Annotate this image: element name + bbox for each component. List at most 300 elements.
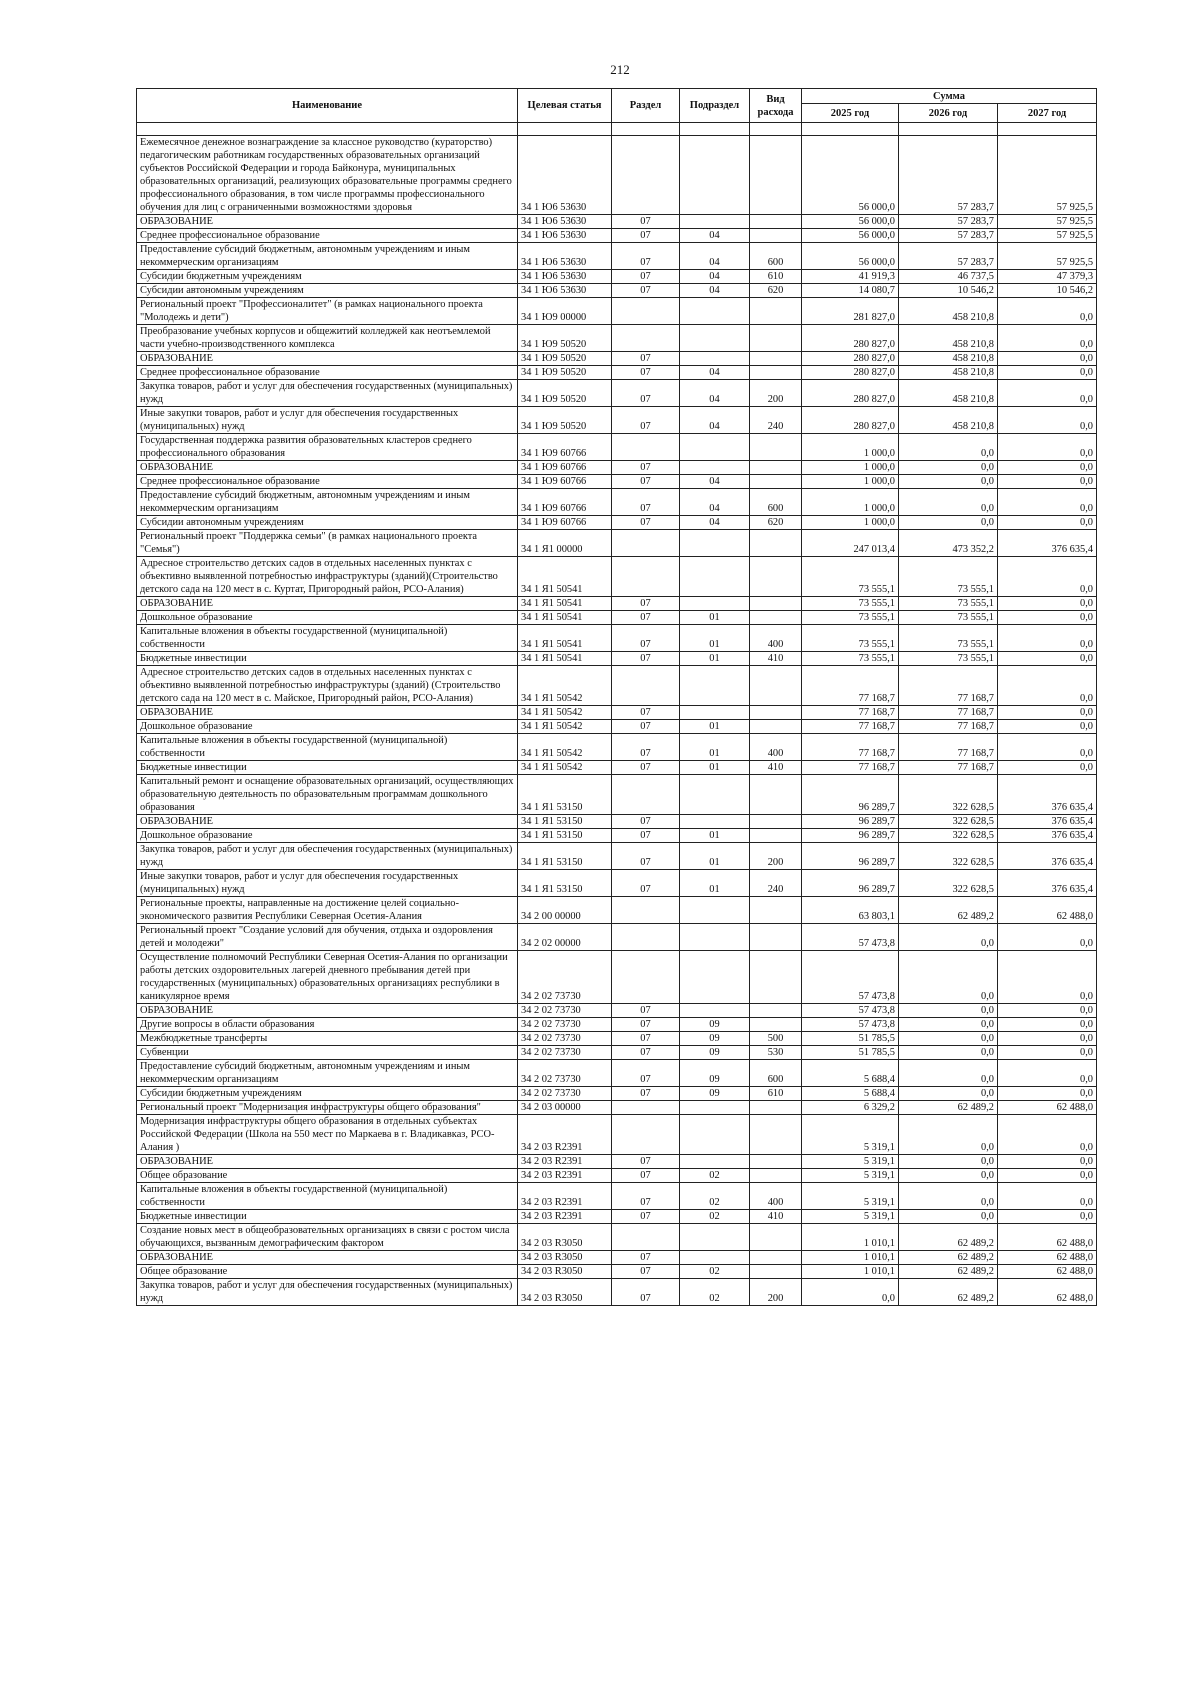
row-section: 07 (612, 597, 680, 611)
row-expense-type: 610 (750, 1087, 802, 1101)
row-target-article: 34 1 Ю9 60766 (518, 489, 612, 516)
row-subsection: 04 (680, 489, 750, 516)
row-section (612, 325, 680, 352)
row-expense-type: 410 (750, 1210, 802, 1224)
row-target-article: 34 2 03 R2391 (518, 1169, 612, 1183)
page-number: 212 (610, 62, 630, 77)
row-amount-2025: 1 010,1 (802, 1251, 899, 1265)
table-row (137, 1087, 1097, 1101)
row-name: ОБРАЗОВАНИЕ (137, 461, 518, 475)
row-name: Государственная поддержка развития образовательных кластеров среднего профессионального образования (137, 434, 518, 461)
row-amount-2027: 0,0 (998, 1004, 1097, 1018)
row-amount-2026: 0,0 (899, 1060, 998, 1087)
table-row (137, 897, 1097, 924)
row-amount-2025: 41 919,3 (802, 270, 899, 284)
row-amount-2027: 0,0 (998, 1115, 1097, 1155)
row-amount-2027: 47 379,3 (998, 270, 1097, 284)
row-expense-type (750, 720, 802, 734)
row-expense-type: 200 (750, 843, 802, 870)
row-name: Адресное строительство детских садов в отдельных населенных пунктах с объективно выявленной потребностью инфраструктуры (зданий) (Строительство детского сада на 120 мест в с. Майское, Пригородный район, РСО-Алания) (137, 666, 518, 706)
row-target-article: 34 1 Я1 53150 (518, 870, 612, 897)
row-expense-type: 600 (750, 243, 802, 270)
row-subsection: 04 (680, 366, 750, 380)
row-amount-2026: 57 283,7 (899, 229, 998, 243)
row-amount-2026: 0,0 (899, 1032, 998, 1046)
row-amount-2027: 0,0 (998, 352, 1097, 366)
row-target-article: 34 2 02 73730 (518, 1032, 612, 1046)
row-target-article: 34 2 03 R2391 (518, 1183, 612, 1210)
row-subsection: 02 (680, 1169, 750, 1183)
row-amount-2027: 376 635,4 (998, 530, 1097, 557)
row-target-article: 34 2 02 73730 (518, 951, 612, 1004)
row-section: 07 (612, 1251, 680, 1265)
row-amount-2027: 0,0 (998, 475, 1097, 489)
row-amount-2026: 62 489,2 (899, 1265, 998, 1279)
row-subsection: 01 (680, 611, 750, 625)
row-section: 07 (612, 1155, 680, 1169)
table-row (137, 706, 1097, 720)
row-target-article: 34 2 03 R2391 (518, 1115, 612, 1155)
row-amount-2027: 0,0 (998, 434, 1097, 461)
row-section: 07 (612, 734, 680, 761)
row-target-article: 34 1 Ю9 50520 (518, 352, 612, 366)
row-amount-2025: 5 319,1 (802, 1169, 899, 1183)
row-subsection (680, 530, 750, 557)
row-amount-2025: 73 555,1 (802, 597, 899, 611)
row-expense-type: 500 (750, 1032, 802, 1046)
row-amount-2027: 0,0 (998, 597, 1097, 611)
row-expense-type: 600 (750, 1060, 802, 1087)
row-name: ОБРАЗОВАНИЕ (137, 1155, 518, 1169)
row-name: Предоставление субсидий бюджетным, автономным учреждениям и иным некоммерческим организациям (137, 489, 518, 516)
row-subsection: 01 (680, 870, 750, 897)
row-name: Субсидии автономным учреждениям (137, 284, 518, 298)
header-year-2027: 2027 год (998, 104, 1097, 123)
row-section (612, 1115, 680, 1155)
row-section (612, 924, 680, 951)
row-amount-2026: 322 628,5 (899, 829, 998, 843)
table-row (137, 489, 1097, 516)
row-name: Субсидии бюджетным учреждениям (137, 270, 518, 284)
row-name: Общее образование (137, 1169, 518, 1183)
row-name: Капитальные вложения в объекты государственной (муниципальной) собственности (137, 734, 518, 761)
row-amount-2026: 0,0 (899, 951, 998, 1004)
row-amount-2027: 0,0 (998, 407, 1097, 434)
row-target-article: 34 1 Я1 50541 (518, 625, 612, 652)
row-expense-type: 600 (750, 489, 802, 516)
row-amount-2027: 0,0 (998, 734, 1097, 761)
table-row (137, 298, 1097, 325)
table-row (137, 380, 1097, 407)
row-section: 07 (612, 1004, 680, 1018)
row-section (612, 434, 680, 461)
row-amount-2027: 0,0 (998, 666, 1097, 706)
row-amount-2026: 0,0 (899, 1155, 998, 1169)
row-section: 07 (612, 761, 680, 775)
row-amount-2027: 57 925,5 (998, 215, 1097, 229)
row-amount-2027: 0,0 (998, 706, 1097, 720)
row-expense-type: 200 (750, 1279, 802, 1306)
row-amount-2025: 77 168,7 (802, 734, 899, 761)
row-expense-type (750, 706, 802, 720)
row-amount-2026: 62 489,2 (899, 1224, 998, 1251)
row-amount-2025: 96 289,7 (802, 870, 899, 897)
row-amount-2027: 376 635,4 (998, 775, 1097, 815)
row-amount-2026: 458 210,8 (899, 298, 998, 325)
row-subsection (680, 434, 750, 461)
row-section: 07 (612, 489, 680, 516)
table-row (137, 843, 1097, 870)
row-amount-2026: 57 283,7 (899, 243, 998, 270)
row-amount-2026: 62 489,2 (899, 1101, 998, 1115)
row-subsection: 01 (680, 720, 750, 734)
row-amount-2025: 5 319,1 (802, 1183, 899, 1210)
row-target-article: 34 1 Ю6 53630 (518, 136, 612, 215)
table-row (137, 1265, 1097, 1279)
row-amount-2027: 0,0 (998, 1183, 1097, 1210)
row-expense-type (750, 815, 802, 829)
row-subsection: 01 (680, 734, 750, 761)
row-amount-2027: 0,0 (998, 1018, 1097, 1032)
row-amount-2025: 280 827,0 (802, 380, 899, 407)
row-expense-type (750, 229, 802, 243)
row-amount-2027: 62 488,0 (998, 1279, 1097, 1306)
row-expense-type: 240 (750, 407, 802, 434)
row-subsection (680, 1115, 750, 1155)
row-target-article: 34 1 Я1 50541 (518, 557, 612, 597)
row-amount-2026: 0,0 (899, 924, 998, 951)
row-expense-type (750, 1115, 802, 1155)
row-amount-2027: 62 488,0 (998, 1101, 1097, 1115)
row-subsection: 02 (680, 1279, 750, 1306)
row-amount-2026: 77 168,7 (899, 734, 998, 761)
row-subsection (680, 706, 750, 720)
row-target-article: 34 1 Ю6 53630 (518, 284, 612, 298)
row-subsection (680, 1224, 750, 1251)
table-row (137, 530, 1097, 557)
row-target-article: 34 1 Я1 53150 (518, 829, 612, 843)
row-amount-2025: 56 000,0 (802, 136, 899, 215)
header-target-article: Целевая статья (518, 89, 612, 123)
row-amount-2025: 280 827,0 (802, 407, 899, 434)
row-amount-2026: 73 555,1 (899, 611, 998, 625)
row-amount-2026: 77 168,7 (899, 720, 998, 734)
row-name: Региональный проект "Поддержка семьи" (в рамках национального проекта "Семья") (137, 530, 518, 557)
row-name: Субвенции (137, 1046, 518, 1060)
row-name: ОБРАЗОВАНИЕ (137, 1004, 518, 1018)
row-expense-type (750, 1265, 802, 1279)
header-amount: Сумма (802, 89, 1097, 104)
table-row (137, 652, 1097, 666)
row-section: 07 (612, 870, 680, 897)
header-section: Раздел (612, 89, 680, 123)
row-target-article: 34 2 02 73730 (518, 1018, 612, 1032)
row-amount-2027: 57 925,5 (998, 243, 1097, 270)
row-target-article: 34 2 02 73730 (518, 1060, 612, 1087)
table-row (137, 557, 1097, 597)
row-amount-2025: 1 010,1 (802, 1224, 899, 1251)
row-subsection: 02 (680, 1183, 750, 1210)
row-section (612, 298, 680, 325)
row-target-article: 34 2 02 73730 (518, 1004, 612, 1018)
row-name: Общее образование (137, 1265, 518, 1279)
row-amount-2025: 96 289,7 (802, 775, 899, 815)
row-section (612, 666, 680, 706)
row-amount-2025: 73 555,1 (802, 625, 899, 652)
row-amount-2026: 62 489,2 (899, 897, 998, 924)
header-year-2026: 2026 год (899, 104, 998, 123)
row-target-article: 34 2 03 R3050 (518, 1224, 612, 1251)
row-name: Предоставление субсидий бюджетным, автономным учреждениям и иным некоммерческим организациям (137, 243, 518, 270)
row-target-article: 34 1 Я1 53150 (518, 815, 612, 829)
row-amount-2026: 322 628,5 (899, 775, 998, 815)
row-amount-2027: 0,0 (998, 625, 1097, 652)
row-target-article: 34 1 Я1 50542 (518, 761, 612, 775)
row-subsection: 04 (680, 516, 750, 530)
row-subsection (680, 815, 750, 829)
row-target-article: 34 1 Ю6 53630 (518, 215, 612, 229)
row-amount-2025: 1 000,0 (802, 516, 899, 530)
row-target-article: 34 1 Ю9 50520 (518, 325, 612, 352)
row-expense-type (750, 1018, 802, 1032)
row-section: 07 (612, 815, 680, 829)
row-target-article: 34 1 Ю9 50520 (518, 407, 612, 434)
row-name: Предоставление субсидий бюджетным, автономным учреждениям и иным некоммерческим организациям (137, 1060, 518, 1087)
table-row (137, 611, 1097, 625)
row-amount-2027: 0,0 (998, 720, 1097, 734)
row-amount-2025: 96 289,7 (802, 815, 899, 829)
row-amount-2025: 96 289,7 (802, 843, 899, 870)
table-row (137, 1169, 1097, 1183)
row-expense-type (750, 829, 802, 843)
row-amount-2027: 0,0 (998, 1210, 1097, 1224)
row-target-article: 34 2 02 73730 (518, 1046, 612, 1060)
row-target-article: 34 2 02 73730 (518, 1087, 612, 1101)
row-subsection (680, 775, 750, 815)
row-section: 07 (612, 284, 680, 298)
table-row (137, 924, 1097, 951)
row-section: 07 (612, 1183, 680, 1210)
row-amount-2027: 0,0 (998, 557, 1097, 597)
row-amount-2027: 57 925,5 (998, 136, 1097, 215)
row-target-article: 34 1 Я1 50541 (518, 652, 612, 666)
row-name: Бюджетные инвестиции (137, 1210, 518, 1224)
row-amount-2026: 0,0 (899, 489, 998, 516)
row-amount-2026: 77 168,7 (899, 666, 998, 706)
row-target-article: 34 1 Ю9 60766 (518, 475, 612, 489)
row-amount-2027: 376 635,4 (998, 815, 1097, 829)
row-subsection: 04 (680, 243, 750, 270)
row-subsection: 09 (680, 1032, 750, 1046)
row-section (612, 775, 680, 815)
row-name: ОБРАЗОВАНИЕ (137, 706, 518, 720)
row-target-article: 34 2 03 R2391 (518, 1210, 612, 1224)
table-row (137, 475, 1097, 489)
row-amount-2027: 0,0 (998, 298, 1097, 325)
row-amount-2027: 0,0 (998, 1032, 1097, 1046)
row-subsection: 01 (680, 829, 750, 843)
row-amount-2026: 0,0 (899, 1046, 998, 1060)
row-target-article: 34 1 Я1 50541 (518, 611, 612, 625)
row-subsection (680, 1155, 750, 1169)
table-row (137, 136, 1097, 215)
row-amount-2025: 1 000,0 (802, 489, 899, 516)
row-name: ОБРАЗОВАНИЕ (137, 815, 518, 829)
row-target-article: 34 2 00 00000 (518, 897, 612, 924)
table-row (137, 1155, 1097, 1169)
row-section (612, 1101, 680, 1115)
table-row (137, 284, 1097, 298)
row-amount-2025: 14 080,7 (802, 284, 899, 298)
row-amount-2027: 62 488,0 (998, 1265, 1097, 1279)
table-row (137, 1224, 1097, 1251)
row-expense-type (750, 557, 802, 597)
row-expense-type: 400 (750, 734, 802, 761)
table-row (137, 407, 1097, 434)
row-amount-2025: 57 473,8 (802, 1004, 899, 1018)
row-amount-2026: 0,0 (899, 516, 998, 530)
row-amount-2026: 0,0 (899, 1018, 998, 1032)
row-target-article: 34 1 Я1 00000 (518, 530, 612, 557)
row-amount-2027: 0,0 (998, 1060, 1097, 1087)
row-section (612, 136, 680, 215)
row-subsection (680, 597, 750, 611)
table-header (137, 89, 1097, 123)
row-subsection (680, 666, 750, 706)
row-target-article: 34 1 Ю9 50520 (518, 366, 612, 380)
row-section: 07 (612, 229, 680, 243)
spacer-row (137, 123, 1097, 136)
header-year-2025: 2025 год (802, 104, 899, 123)
table-body (137, 123, 1097, 1306)
row-amount-2025: 280 827,0 (802, 352, 899, 366)
row-subsection: 04 (680, 475, 750, 489)
table-row (137, 1004, 1097, 1018)
row-subsection (680, 557, 750, 597)
table-row (137, 1046, 1097, 1060)
row-name: Создание новых мест в общеобразовательных организациях в связи с ростом числа обучающихся, вызванным демографическим фактором (137, 1224, 518, 1251)
table-row (137, 243, 1097, 270)
row-section (612, 1224, 680, 1251)
row-amount-2027: 0,0 (998, 1046, 1097, 1060)
row-amount-2025: 56 000,0 (802, 215, 899, 229)
row-target-article: 34 1 Ю9 00000 (518, 298, 612, 325)
row-amount-2027: 0,0 (998, 1155, 1097, 1169)
row-subsection (680, 1101, 750, 1115)
row-amount-2027: 0,0 (998, 1087, 1097, 1101)
row-target-article: 34 1 Ю6 53630 (518, 270, 612, 284)
row-expense-type: 530 (750, 1046, 802, 1060)
row-amount-2025: 77 168,7 (802, 761, 899, 775)
row-section: 07 (612, 270, 680, 284)
row-target-article: 34 1 Я1 50542 (518, 734, 612, 761)
row-section: 07 (612, 720, 680, 734)
row-expense-type (750, 461, 802, 475)
row-amount-2027: 376 635,4 (998, 843, 1097, 870)
row-name: ОБРАЗОВАНИЕ (137, 352, 518, 366)
row-amount-2025: 1 000,0 (802, 461, 899, 475)
row-amount-2025: 5 319,1 (802, 1210, 899, 1224)
row-section (612, 530, 680, 557)
row-expense-type (750, 1224, 802, 1251)
row-amount-2026: 0,0 (899, 1087, 998, 1101)
row-name: Другие вопросы в области образования (137, 1018, 518, 1032)
row-subsection: 02 (680, 1210, 750, 1224)
row-name: Дошкольное образование (137, 611, 518, 625)
row-amount-2027: 62 488,0 (998, 1251, 1097, 1265)
row-amount-2025: 56 000,0 (802, 243, 899, 270)
row-expense-type: 240 (750, 870, 802, 897)
row-amount-2026: 0,0 (899, 1169, 998, 1183)
table-row (137, 366, 1097, 380)
row-amount-2025: 51 785,5 (802, 1046, 899, 1060)
row-name: Закупка товаров, работ и услуг для обеспечения государственных (муниципальных) нужд (137, 1279, 518, 1306)
row-name: Субсидии автономным учреждениям (137, 516, 518, 530)
row-subsection: 02 (680, 1265, 750, 1279)
row-amount-2025: 51 785,5 (802, 1032, 899, 1046)
row-amount-2027: 0,0 (998, 1169, 1097, 1183)
row-amount-2025: 281 827,0 (802, 298, 899, 325)
table-row (137, 1251, 1097, 1265)
row-section: 07 (612, 1018, 680, 1032)
row-expense-type (750, 215, 802, 229)
row-section: 07 (612, 243, 680, 270)
row-target-article: 34 1 Я1 53150 (518, 843, 612, 870)
row-expense-type (750, 597, 802, 611)
row-amount-2027: 10 546,2 (998, 284, 1097, 298)
row-amount-2025: 0,0 (802, 1279, 899, 1306)
table-row (137, 1060, 1097, 1087)
row-amount-2026: 73 555,1 (899, 625, 998, 652)
row-amount-2025: 96 289,7 (802, 829, 899, 843)
row-amount-2025: 5 319,1 (802, 1115, 899, 1155)
row-expense-type: 610 (750, 270, 802, 284)
header-expense-type: Вид расхода (750, 89, 802, 123)
table-row (137, 352, 1097, 366)
row-section: 07 (612, 829, 680, 843)
row-target-article: 34 2 03 00000 (518, 1101, 612, 1115)
row-subsection (680, 924, 750, 951)
row-name: Субсидии бюджетным учреждениям (137, 1087, 518, 1101)
row-amount-2026: 10 546,2 (899, 284, 998, 298)
row-expense-type: 400 (750, 1183, 802, 1210)
row-section: 07 (612, 1279, 680, 1306)
row-target-article: 34 1 Ю9 50520 (518, 380, 612, 407)
row-section: 07 (612, 475, 680, 489)
row-amount-2027: 0,0 (998, 489, 1097, 516)
row-target-article: 34 1 Я1 50542 (518, 666, 612, 706)
row-expense-type (750, 366, 802, 380)
row-amount-2026: 0,0 (899, 1210, 998, 1224)
row-subsection (680, 897, 750, 924)
table-row (137, 870, 1097, 897)
row-amount-2027: 0,0 (998, 461, 1097, 475)
table-row (137, 1101, 1097, 1115)
row-expense-type: 620 (750, 516, 802, 530)
table-row (137, 1210, 1097, 1224)
row-target-article: 34 1 Я1 53150 (518, 775, 612, 815)
row-amount-2025: 57 473,8 (802, 924, 899, 951)
table-row (137, 1279, 1097, 1306)
row-expense-type (750, 325, 802, 352)
row-subsection (680, 298, 750, 325)
row-expense-type: 200 (750, 380, 802, 407)
row-amount-2027: 62 488,0 (998, 897, 1097, 924)
row-name: Осуществление полномочий Республики Северная Осетия-Алания по организации работы детских оздоровительных лагерей дневного пребывания детей при государственных (муниципальных) образовательных организациях республики в каникулярное время (137, 951, 518, 1004)
row-section (612, 557, 680, 597)
row-amount-2025: 5 319,1 (802, 1155, 899, 1169)
row-amount-2027: 0,0 (998, 611, 1097, 625)
